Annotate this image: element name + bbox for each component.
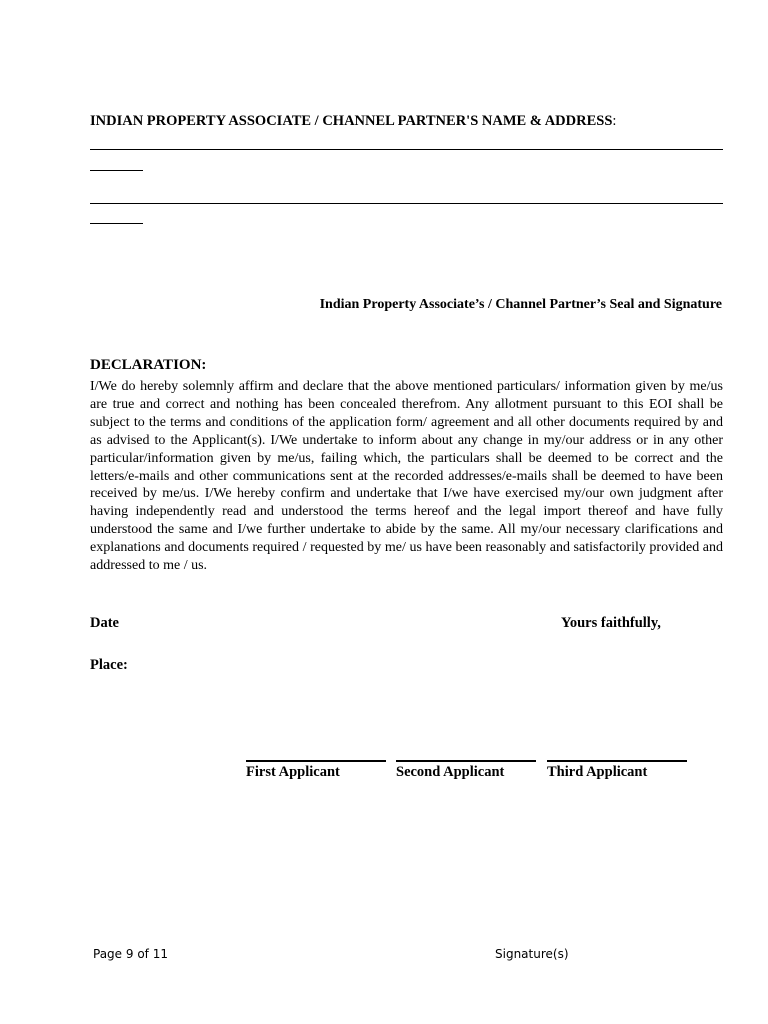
declaration-title: DECLARATION:: [90, 357, 207, 373]
third-applicant-signature: [547, 760, 687, 781]
first-applicant-label: First Applicant: [246, 764, 340, 780]
partner-name-address-heading: [90, 113, 616, 130]
partner-heading-text: INDIAN PROPERTY ASSOCIATE / CHANNEL PARTNER'S NAME & ADDRESS: [90, 113, 613, 129]
date-label: Date: [90, 615, 119, 631]
signature-line: [396, 760, 536, 762]
closing-text: Yours faithfully,: [561, 615, 661, 631]
partner-heading-colon: :: [612, 113, 617, 129]
place-label: Place:: [90, 657, 128, 673]
address-line-2-continuation: [90, 223, 143, 224]
seal-signature-label: Indian Property Associate’s / Channel Partner’s Seal and Signature: [319, 297, 722, 312]
third-applicant-label: Third Applicant: [547, 764, 648, 780]
address-line-1-continuation: [90, 170, 143, 171]
page-number: Page 9 of 11: [93, 947, 168, 961]
second-applicant-signature: [396, 760, 536, 781]
signature-line: [246, 760, 386, 762]
declaration-body: I/We do hereby solemnly affirm and declare that the above mentioned particulars/ information given by me/us are true and correct and nothing has been concealed therefrom. Any allotment pursuant to this EOI shall be subject to the terms and conditions of the application form/ agreement and all other documents required by and as advised to the Applicant(s). I/We undertake to inform about any change in my/our address or in any other particular/information given by me/us, failing which, the particulars shall be deemed to be correct and the letters/e-mails and other communications sent at the recorded addresses/e-mails shall be deemed to have been received by me/us. I/We hereby confirm and undertake that I/we have exercised my/our own judgment after having independently read and understood the terms hereof and the legal import thereof and have fully understood the same and I/we further undertake to abide by the same. All my/our necessary clarifications and explanations and documents required / requested by me/ us have been reasonably and satisfactorily provided and addressed to me / us.: [90, 379, 723, 574]
footer-signature-label: Signature(s): [495, 947, 569, 961]
first-applicant-signature: [246, 760, 386, 781]
signature-line: [547, 760, 687, 762]
address-line-2: [90, 203, 723, 204]
second-applicant-label: Second Applicant: [396, 764, 505, 780]
address-line-1: [90, 149, 723, 150]
